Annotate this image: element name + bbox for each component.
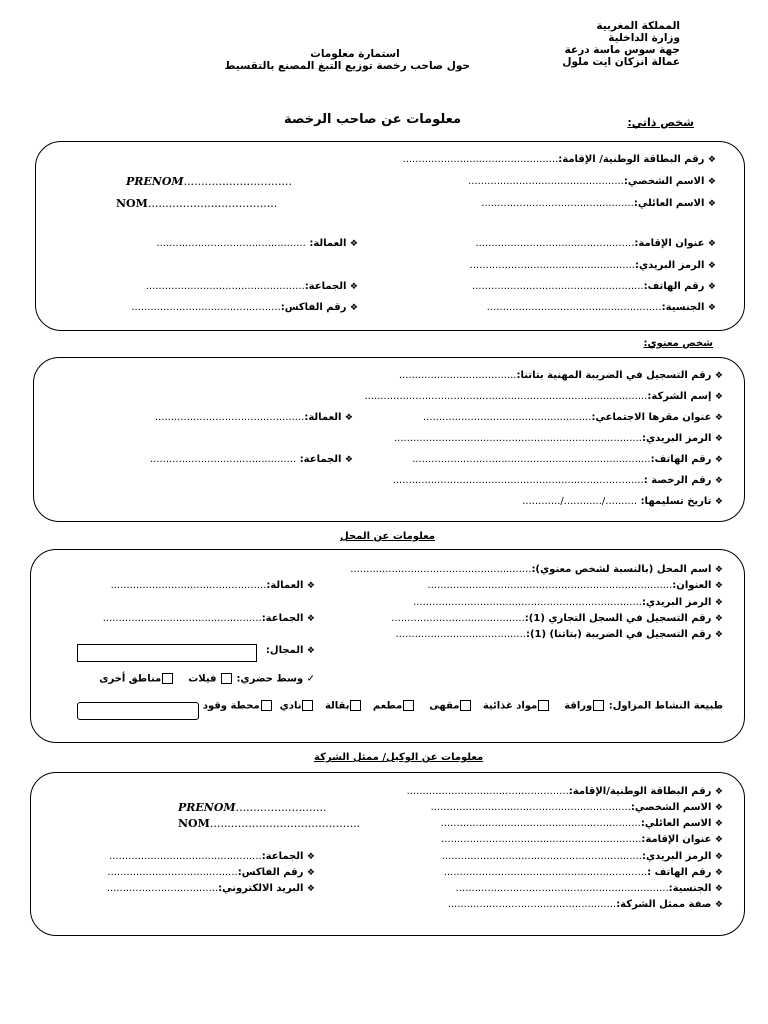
company-license-row[interactable]: ❖ رقم الرخصة :...............................................................................	[392, 475, 723, 486]
company-prefecture-row[interactable]: ❖ العمالة:...............................................	[154, 412, 353, 423]
company-commune-row[interactable]: ❖ الجماعة: ..............................................	[149, 454, 353, 465]
header-center	[224, 48, 470, 72]
agent-id-card-row[interactable]: ❖ رقم البطاقة الوطنية/الإقامة:...................................................	[406, 786, 723, 797]
place-address-row[interactable]: ❖ العنوان:.............................................................................	[427, 580, 723, 591]
place-tax-reg-row[interactable]: ❖ رقم التسجيل في الضريبة (بتاتنا) (1):.........................................	[395, 629, 723, 640]
activity-checkbox-shop[interactable]	[350, 700, 361, 711]
person-fax-row[interactable]: ❖ رقم الفاكس:...............................................	[131, 302, 358, 313]
header-form-subtitle: حول صاحب رخصة توزيع التبغ المصنع بالتقسيط	[224, 60, 470, 72]
section-company-title: شخص معنوي:	[643, 338, 713, 349]
place-shop-name-row[interactable]: ❖ اسم المحل (بالنسبة لشخص معنوي):.........................................................	[350, 564, 723, 575]
activity-checkbox-club[interactable]	[302, 700, 313, 711]
person-last-name-row[interactable]: ❖ الاسم العائلي:................................................	[481, 198, 716, 209]
agent-email-row[interactable]: ❖ البريد الالكتروني:...................................	[106, 883, 315, 894]
activity-checkbox-stationery[interactable]	[593, 700, 604, 711]
place-postal-row[interactable]: ❖ الرمز البريدي:........................................................................	[413, 597, 723, 608]
header-ministry: وزارة الداخلية	[608, 32, 680, 44]
other-areas-checkbox[interactable]	[162, 673, 173, 684]
place-trade-reg-row[interactable]: ❖ رقم التسجيل في السجل التجاري (1):..........................................	[391, 613, 723, 624]
company-postal-row[interactable]: ❖ الرمز البريدي:..............................................................................	[394, 433, 723, 444]
activity-checkbox-grocery-food[interactable]	[538, 700, 549, 711]
company-hq-row[interactable]: ❖ عنوان مقرها الاجتماعي:.....................................................	[422, 412, 723, 423]
place-commune-row[interactable]: ❖ الجماعة:..................................................	[102, 613, 315, 624]
agent-first-name-row[interactable]: ❖ الاسم الشخصي:...............................................................	[430, 802, 723, 813]
company-date-row[interactable]: ❖ تاريخ تسليمها: ........../............/............	[522, 496, 723, 507]
place-domain-input[interactable]	[77, 644, 257, 662]
person-prefecture-row[interactable]: ❖ العمالة: ...............................................	[156, 238, 358, 249]
section-person-title: شخص ذاتي:	[627, 116, 694, 129]
agent-nationality-row[interactable]: ❖ الجنسية:...................................................................	[455, 883, 723, 894]
agent-fax-row[interactable]: ❖ رقم الفاكس:.........................................	[107, 867, 315, 878]
activity-other-input[interactable]	[77, 702, 199, 720]
company-tax-row[interactable]: ❖ رقم التسجيل في الضريبة المهنية بتاتنا:.....................................	[398, 370, 723, 381]
agent-address-row[interactable]: ❖ عنوان الإقامة:...............................................................	[441, 834, 723, 845]
place-domain-row: ❖ المجال:	[265, 645, 315, 656]
check-mark-icon: ✓	[306, 673, 315, 685]
place-activity-row: طبيعة النشاط المزاول: وراقة مواد غذائية مقهى مطعم بقالة نادي محطة وقود	[202, 700, 723, 712]
person-first-name-row[interactable]: ❖ الاسم الشخصي:.................................................	[468, 176, 716, 187]
place-prefecture-row[interactable]: ❖ العمالة:.................................................	[110, 580, 315, 591]
activity-checkbox-cafe[interactable]	[460, 700, 471, 711]
header-region: جهة سوس ماسة درعة	[564, 44, 680, 56]
agent-role-row[interactable]: ❖ صفة ممثل الشركة:.....................................................	[447, 899, 723, 910]
activity-checkbox-gas-station[interactable]	[261, 700, 272, 711]
company-name-row[interactable]: ❖ إسم الشركة:.........................................................................................	[364, 391, 723, 402]
person-nom-field[interactable]: NOM.....................................	[116, 197, 278, 210]
place-urban-row: ✓ وسط حضري: فيلات مناطق أخرى	[99, 673, 315, 685]
agent-prenom-field[interactable]: PRENOM..........................	[178, 801, 327, 814]
agent-nom-field[interactable]: NOM...........................................	[178, 817, 361, 830]
person-nationality-row[interactable]: ❖ الجنسية:.......................................................	[486, 302, 716, 313]
agent-phone-row[interactable]: ❖ رقم الهاتف :................................................................	[443, 867, 723, 878]
header-form-title: استمارة معلومات	[310, 48, 400, 60]
person-postal-row[interactable]: ❖ الرمز البريدي:....................................................	[469, 260, 716, 271]
person-phone-row[interactable]: ❖ رقم الهاتف:......................................................	[471, 281, 716, 292]
activity-checkbox-restaurant[interactable]	[403, 700, 414, 711]
page-title: معلومات عن صاحب الرخصة	[284, 112, 462, 127]
header-right	[562, 20, 680, 68]
person-id-card-row[interactable]: ❖ رقم البطاقة الوطنية/ الإقامة:.................................................	[402, 154, 716, 165]
person-commune-row[interactable]: ❖ الجماعة:..................................................	[145, 281, 358, 292]
company-phone-row[interactable]: ❖ رقم الهاتف:...........................................................................	[412, 454, 723, 465]
agent-commune-row[interactable]: ❖ الجماعة:................................................	[109, 851, 315, 862]
section-agent-title: معلومات عن الوكيل/ ممثل الشركة	[314, 752, 484, 763]
person-prenom-field[interactable]: PRENOM...............................	[126, 175, 293, 188]
villas-checkbox[interactable]	[221, 673, 232, 684]
header-kingdom: المملكة المغربية	[596, 20, 680, 32]
agent-postal-row[interactable]: ❖ الرمز البريدي:...............................................................	[441, 851, 723, 862]
person-address-row[interactable]: ❖ عنوان الإقامة:..................................................	[475, 238, 716, 249]
agent-last-name-row[interactable]: ❖ الاسم العائلي:...............................................................	[440, 818, 723, 829]
section-place-title: معلومات عن المحل	[340, 531, 435, 542]
header-prefecture: عمالة انزكان ايت ملول	[562, 56, 680, 68]
